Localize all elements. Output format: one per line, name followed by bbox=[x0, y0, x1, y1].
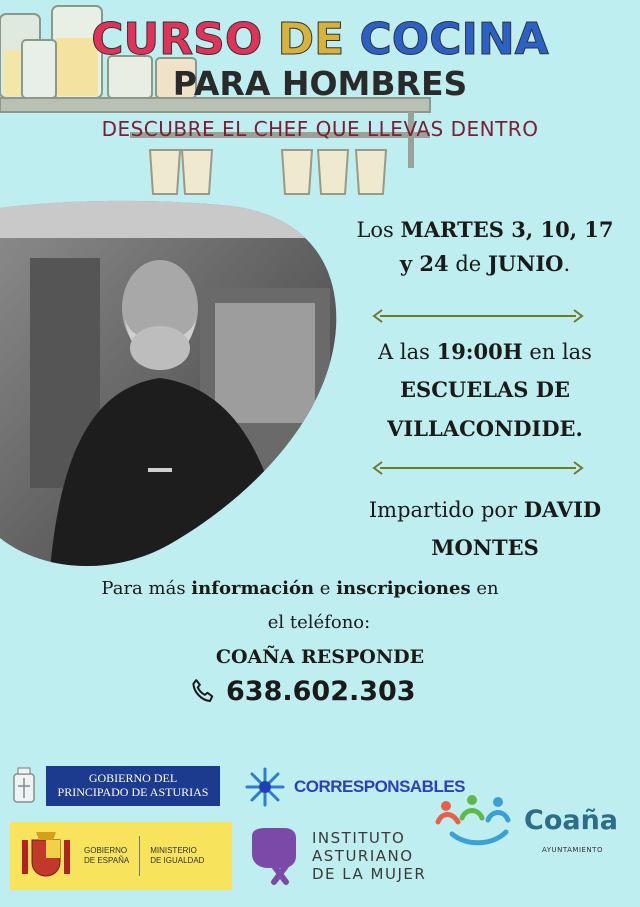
logo-principado-asturias bbox=[46, 766, 220, 806]
coana-figures-icon bbox=[432, 792, 524, 848]
title-word-curso: CURSO bbox=[91, 14, 263, 65]
schedule-prefix: Los bbox=[356, 218, 394, 242]
contact-text-e: e bbox=[319, 578, 331, 599]
coana-logo-name: Coaña bbox=[524, 804, 619, 836]
espana-logo-col1-line2: DE ESPAÑA bbox=[84, 856, 130, 865]
spain-coat-of-arms-icon bbox=[16, 826, 76, 886]
espana-logo-col2-line2: DE IGUALDAD bbox=[150, 856, 205, 865]
divider-arrow-bottom bbox=[372, 460, 584, 476]
snowflake-icon bbox=[244, 766, 286, 808]
contact-text-a: Para más bbox=[101, 578, 186, 599]
iam-logo-line3: DE LA MUJER bbox=[312, 865, 427, 883]
schedule-connector: de bbox=[455, 252, 482, 277]
instructor-block bbox=[330, 496, 640, 563]
location-suffix: en las bbox=[529, 340, 592, 364]
contact-text-info: información bbox=[191, 578, 315, 599]
contact-line1 bbox=[0, 578, 620, 599]
location-time: 19:00H bbox=[436, 339, 523, 364]
location-place-line2: VILLACONDIDE. bbox=[387, 415, 583, 441]
phone-number-text: 638.602.303 bbox=[226, 676, 416, 707]
schedule-period: . bbox=[563, 252, 571, 277]
espana-logo-col1-line1: GOBIERNO bbox=[84, 846, 128, 856]
title-word-de: DE bbox=[277, 14, 345, 65]
course-title bbox=[0, 14, 640, 65]
phone-number[interactable] bbox=[188, 676, 416, 707]
iam-logo-line1: INSTITUTO bbox=[312, 829, 406, 847]
asturias-logo-line1: GOBIERNO DEL bbox=[88, 771, 178, 785]
asturias-logo-line2: PRINCIPADO DE ASTURIAS bbox=[57, 785, 209, 800]
divider-arrow-top bbox=[372, 308, 584, 324]
logo-instituto-asturiano-mujer bbox=[244, 826, 426, 886]
contact-service: COAÑA RESPONDE bbox=[215, 646, 425, 668]
logo-gobierno-espana bbox=[10, 822, 232, 890]
instructor-prefix: Impartido por bbox=[368, 498, 518, 522]
espana-logo-col2-line1: MINISTERIO bbox=[150, 846, 197, 856]
chef-photo bbox=[0, 198, 340, 570]
course-subtitle-audience: PARA HOMBRES bbox=[172, 64, 468, 103]
schedule-month: JUNIO bbox=[487, 251, 564, 277]
location-block bbox=[330, 338, 640, 443]
asturias-coat-of-arms-icon bbox=[12, 766, 36, 806]
schedule-days: MARTES 3, 10, 17 bbox=[400, 217, 614, 242]
logo-ayuntamiento-coana bbox=[432, 792, 619, 854]
contact-line2: el teléfono: bbox=[267, 612, 371, 633]
location-place-line1: ESCUELAS DE bbox=[400, 377, 570, 403]
phone-icon bbox=[188, 677, 218, 707]
women-institute-icon bbox=[244, 826, 300, 886]
instructor-name-last: MONTES bbox=[431, 535, 539, 561]
course-tagline: DESCUBRE EL CHEF QUE LLEVAS DENTRO bbox=[101, 117, 539, 141]
contact-text-en: en bbox=[476, 578, 499, 599]
contact-text-inscripciones: inscripciones bbox=[336, 578, 471, 599]
schedule-block bbox=[330, 216, 640, 279]
iam-logo-line2: ASTURIANO bbox=[312, 847, 414, 865]
corresponsables-logo-text: CORRESPONSABLES bbox=[294, 777, 466, 796]
location-prefix: A las bbox=[378, 340, 430, 364]
title-word-cocina: COCINA bbox=[359, 14, 549, 65]
coana-logo-subtitle: AYUNTAMIENTO bbox=[542, 846, 603, 854]
schedule-last-day: y 24 bbox=[399, 251, 449, 277]
instructor-name-first: DAVID bbox=[523, 497, 602, 522]
